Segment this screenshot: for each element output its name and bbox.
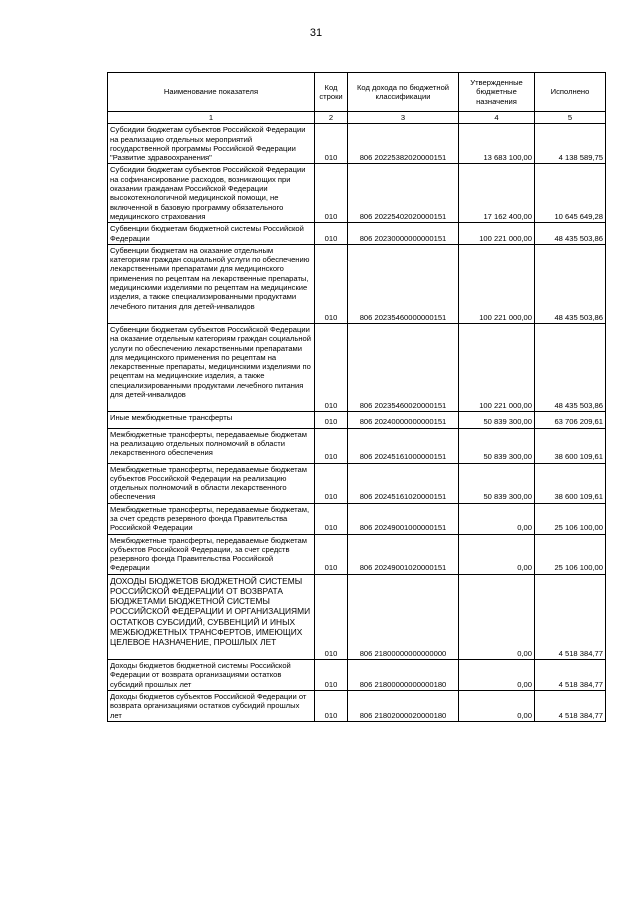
- row-code: 010: [315, 323, 348, 411]
- table-row: [108, 323, 606, 411]
- budget-classification-code: 806 20245161000000151: [348, 428, 459, 463]
- approved-amount: 0,00: [459, 660, 535, 691]
- table-row: [108, 691, 606, 722]
- indicator-name: Межбюджетные трансферты, передаваемые бюджетам, за счет средств резервного фонда Правительства Российской Федерации: [108, 503, 315, 534]
- column-index: 3: [348, 112, 459, 124]
- row-code: 010: [315, 691, 348, 722]
- budget-classification-code: 806 20240000000000151: [348, 412, 459, 428]
- approved-amount: 50 839 300,00: [459, 412, 535, 428]
- row-code: 010: [315, 244, 348, 323]
- approved-amount: 0,00: [459, 691, 535, 722]
- table-row: [108, 412, 606, 428]
- budget-classification-code: 806 21802000020000180: [348, 691, 459, 722]
- indicator-name: ДОХОДЫ БЮДЖЕТОВ БЮДЖЕТНОЙ СИСТЕМЫ РОССИЙСКОЙ ФЕДЕРАЦИИ ОТ ВОЗВРАТА БЮДЖЕТАМИ БЮДЖЕТНОЙ СИСТЕМЫ РОССИЙСКОЙ ФЕДЕРАЦИИ И ОРГАНИЗАЦИЯМИ ОСТАТКОВ СУБСИДИЙ, СУБВЕНЦИЙ И ИНЫХ МЕЖБЮДЖЕТНЫХ ТРАНСФЕРТОВ, ИМЕЮЩИХ ЦЕЛЕВОЕ НАЗНАЧЕНИЕ, ПРОШЛЫХ ЛЕТ: [108, 574, 315, 659]
- budget-classification-code: 806 20225382020000151: [348, 124, 459, 164]
- row-code: 010: [315, 223, 348, 245]
- budget-classification-code: 806 20235460020000151: [348, 323, 459, 411]
- row-code: 010: [315, 428, 348, 463]
- row-code: 010: [315, 660, 348, 691]
- indicator-name: Субвенции бюджетам субъектов Российской Федерации на оказание отдельным категориям граждан социальной услуги по обеспечению лекарственными препаратами для медицинского применения по рецептам на лекарственные препараты, медицинскими изделиями по рецептам на медицинские изделия, а также специализированными продуктами лечебного питания для детей-инвалидов: [108, 323, 315, 411]
- budget-classification-code: 806 20245161020000151: [348, 463, 459, 503]
- indicator-name: Иные межбюджетные трансферты: [108, 412, 315, 428]
- approved-amount: 17 162 400,00: [459, 164, 535, 223]
- budget-classification-code: 806 20249001020000151: [348, 534, 459, 574]
- budget-classification-code: 806 20230000000000151: [348, 223, 459, 245]
- table-row: [108, 164, 606, 223]
- table-header-row: [108, 73, 606, 112]
- executed-amount: 38 600 109,61: [535, 428, 606, 463]
- executed-amount: 63 706 209,61: [535, 412, 606, 428]
- budget-classification-code: 806 21800000000000000: [348, 574, 459, 659]
- executed-amount: 4 518 384,77: [535, 660, 606, 691]
- row-code: 010: [315, 503, 348, 534]
- row-code: 010: [315, 124, 348, 164]
- column-header-name: Наименование показателя: [108, 73, 315, 112]
- budget-classification-code: 806 20249001000000151: [348, 503, 459, 534]
- table-row: [108, 244, 606, 323]
- column-index-row: [108, 112, 606, 124]
- row-code: 010: [315, 574, 348, 659]
- approved-amount: 13 683 100,00: [459, 124, 535, 164]
- approved-amount: 100 221 000,00: [459, 323, 535, 411]
- table-row: [108, 223, 606, 245]
- column-header-code: Код строки: [315, 73, 348, 112]
- table-row: [108, 428, 606, 463]
- indicator-name: Субвенции бюджетам на оказание отдельным категориям граждан социальной услуги по обеспечению лекарственными препаратами для медицинского применения по рецептам на лекарственные препараты, медицинскими изделиями по рецептам на медицинские изделия, а также специализированными продуктами лечебного питания для детей-инвалидов: [108, 244, 315, 323]
- approved-amount: 0,00: [459, 534, 535, 574]
- indicator-name: Субвенции бюджетам бюджетной системы Российской Федерации: [108, 223, 315, 245]
- approved-amount: 0,00: [459, 574, 535, 659]
- revenue-table: [107, 72, 606, 722]
- table-row: [108, 503, 606, 534]
- executed-amount: 48 435 503,86: [535, 223, 606, 245]
- table-row: [108, 660, 606, 691]
- executed-amount: 38 600 109,61: [535, 463, 606, 503]
- executed-amount: 25 106 100,00: [535, 534, 606, 574]
- budget-classification-code: 806 20235460000000151: [348, 244, 459, 323]
- indicator-name: Субсидии бюджетам субъектов Российской Федерации на софинансирование расходов, возникающих при оказании гражданам Российской Федерации высокотехнологичной медицинской помощи, не включенной в базовую программу обязательного медицинского страхования: [108, 164, 315, 223]
- row-code: 010: [315, 534, 348, 574]
- table-row: [108, 463, 606, 503]
- table-row: [108, 124, 606, 164]
- column-index: 5: [535, 112, 606, 124]
- column-index: 4: [459, 112, 535, 124]
- row-code: 010: [315, 164, 348, 223]
- indicator-name: Межбюджетные трансферты, передаваемые бюджетам на реализацию отдельных полномочий в области лекарственного обеспечения: [108, 428, 315, 463]
- budget-classification-code: 806 21800000000000180: [348, 660, 459, 691]
- table-row: [108, 574, 606, 659]
- indicator-name: Доходы бюджетов субъектов Российской Федерации от возврата организациями остатков субсидий прошлых лет: [108, 691, 315, 722]
- executed-amount: 4 138 589,75: [535, 124, 606, 164]
- approved-amount: 100 221 000,00: [459, 244, 535, 323]
- executed-amount: 48 435 503,86: [535, 244, 606, 323]
- approved-amount: 50 839 300,00: [459, 428, 535, 463]
- executed-amount: 4 518 384,77: [535, 691, 606, 722]
- executed-amount: 4 518 384,77: [535, 574, 606, 659]
- executed-amount: 10 645 649,28: [535, 164, 606, 223]
- column-header-approved: Утвержденные бюджетные назначения: [459, 73, 535, 112]
- column-header-kbk: Код дохода по бюджетной классификации: [348, 73, 459, 112]
- approved-amount: 50 839 300,00: [459, 463, 535, 503]
- indicator-name: Субсидии бюджетам субъектов Российской Федерации на реализацию отдельных мероприятий государственной программы Российской Федерации "Развитие здравоохранения": [108, 124, 315, 164]
- budget-classification-code: 806 20225402020000151: [348, 164, 459, 223]
- column-header-executed: Исполнено: [535, 73, 606, 112]
- column-index: 2: [315, 112, 348, 124]
- indicator-name: Доходы бюджетов бюджетной системы Российской Федерации от возврата организациями остатков субсидий прошлых лет: [108, 660, 315, 691]
- executed-amount: 48 435 503,86: [535, 323, 606, 411]
- row-code: 010: [315, 412, 348, 428]
- approved-amount: 0,00: [459, 503, 535, 534]
- page-number: 31: [309, 27, 323, 39]
- indicator-name: Межбюджетные трансферты, передаваемые бюджетам субъектов Российской Федерации на реализацию отдельных полномочий в области лекарственного обеспечения: [108, 463, 315, 503]
- executed-amount: 25 106 100,00: [535, 503, 606, 534]
- approved-amount: 100 221 000,00: [459, 223, 535, 245]
- table-row: [108, 534, 606, 574]
- column-index: 1: [108, 112, 315, 124]
- indicator-name: Межбюджетные трансферты, передаваемые бюджетам субъектов Российской Федерации, за счет средств резервного фонда Правительства Российской Федерации: [108, 534, 315, 574]
- row-code: 010: [315, 463, 348, 503]
